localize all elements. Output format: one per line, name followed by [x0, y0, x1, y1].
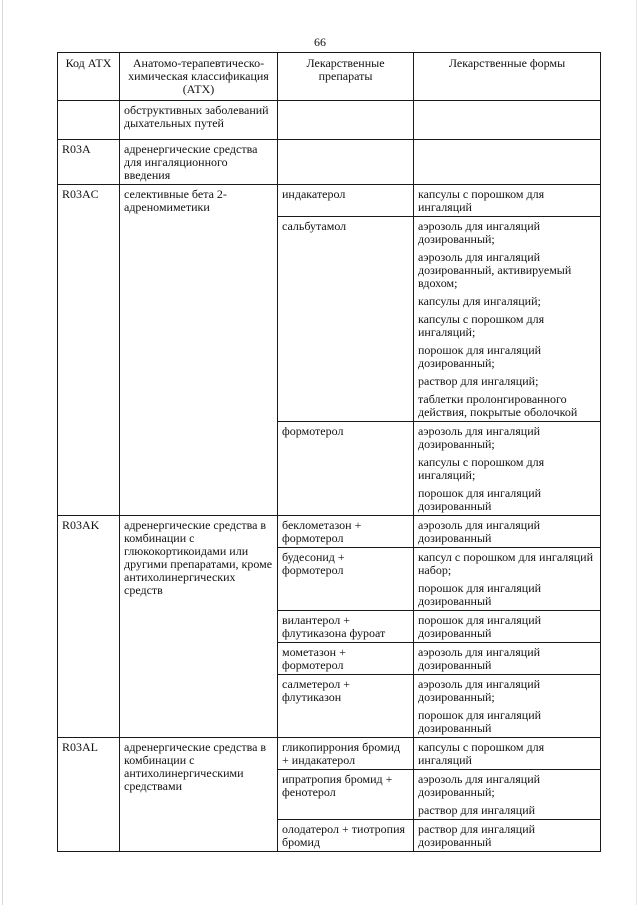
table-header-row	[58, 53, 601, 101]
table-row	[58, 185, 601, 217]
form-item: капсулы для ингаляций;	[418, 294, 541, 308]
form-item: порошок для ингаляций дозированный	[418, 613, 542, 640]
table-row	[58, 140, 601, 185]
drug-cell: беклометазон + формотерол	[278, 516, 414, 548]
drug-cell: сальбутамол	[278, 217, 414, 422]
forms-list	[418, 425, 596, 513]
form-item: раствор для ингаляций дозированный	[418, 822, 536, 849]
form-item: аэрозоль для ингаляций дозированный;	[418, 424, 541, 451]
classification-cell: селективные бета 2-адреномиметики	[120, 185, 278, 516]
drug-cell: вилантерол + флутиказона фуроат	[278, 611, 414, 643]
forms-list	[418, 551, 596, 608]
forms-list	[418, 646, 596, 672]
drug-cell: мометазон + формотерол	[278, 643, 414, 675]
form-item: капсулы с порошком для ингаляций	[418, 740, 545, 767]
drug-cell	[278, 140, 414, 185]
form-item: аэрозоль для ингаляций дозированный;	[418, 219, 541, 246]
forms-list	[418, 519, 596, 545]
scan-edge-right	[636, 0, 637, 905]
form-item: аэрозоль для ингаляций дозированный;	[418, 772, 541, 799]
table-row	[58, 101, 601, 140]
scan-edge-left	[2, 0, 3, 905]
form-item: раствор для ингаляций;	[418, 374, 539, 388]
forms-list	[418, 773, 596, 817]
forms-cell	[414, 140, 601, 185]
drug-cell	[278, 101, 414, 140]
header-classification: Анатомо-терапевтическо-химическая классификация (АТХ)	[120, 53, 278, 101]
classification-cell: адренергические средства для ингаляционного введения	[120, 140, 278, 185]
forms-list	[418, 220, 596, 419]
header-forms: Лекарственные формы	[414, 53, 601, 101]
forms-list	[418, 823, 596, 849]
form-item: таблетки пролонгированного действия, покрытые оболочкой	[418, 392, 578, 419]
form-item: капсул с порошком для ингаляций набор;	[418, 550, 594, 577]
form-item: капсулы с порошком для ингаляций	[418, 187, 545, 214]
forms-cell	[414, 217, 601, 422]
forms-list	[418, 188, 596, 214]
forms-cell	[414, 101, 601, 140]
drug-cell: будесонид + формотерол	[278, 548, 414, 611]
form-item: порошок для ингаляций дозированный	[418, 581, 542, 608]
code-cell: R03A	[58, 140, 120, 185]
form-item: аэрозоль для ингаляций дозированный, активируемый вдохом;	[418, 250, 572, 290]
code-cell: R03AC	[58, 185, 120, 516]
table-row	[58, 738, 601, 770]
code-cell	[58, 101, 120, 140]
page-number: 66	[314, 35, 326, 49]
header-drugs: Лекарственные препараты	[278, 53, 414, 101]
header-code: Код АТХ	[58, 53, 120, 101]
classification-cell: обструктивных заболеваний дыхательных путей	[120, 101, 278, 140]
forms-cell	[414, 643, 601, 675]
drug-cell: формотерол	[278, 422, 414, 516]
forms-cell	[414, 548, 601, 611]
form-item: порошок для ингаляций дозированный	[418, 486, 542, 513]
forms-cell	[414, 185, 601, 217]
forms-list	[418, 678, 596, 735]
forms-list	[418, 614, 596, 640]
code-cell: R03AL	[58, 738, 120, 852]
forms-cell	[414, 675, 601, 738]
forms-cell	[414, 422, 601, 516]
drug-cell: ипратропия бромид + фенотерол	[278, 770, 414, 820]
classification-cell: адренергические средства в комбинации с глюкокортикоидами или другими препаратами, кроме антихолинергических средств	[120, 516, 278, 738]
forms-cell	[414, 770, 601, 820]
form-item: аэрозоль для ингаляций дозированный	[418, 645, 541, 672]
atc-table	[57, 52, 601, 852]
form-item: капсулы с порошком для ингаляций;	[418, 455, 545, 482]
form-item: капсулы с порошком для ингаляций;	[418, 312, 545, 339]
form-item: аэрозоль для ингаляций дозированный;	[418, 677, 541, 704]
form-item: аэрозоль для ингаляций дозированный	[418, 518, 541, 545]
forms-cell	[414, 516, 601, 548]
form-item: раствор для ингаляций	[418, 803, 536, 817]
drug-cell: гликопиррония бромид + индакатерол	[278, 738, 414, 770]
drug-cell: олодатерол + тиотропия бромид	[278, 820, 414, 852]
code-cell: R03AK	[58, 516, 120, 738]
forms-cell	[414, 738, 601, 770]
table-row	[58, 516, 601, 548]
drug-cell: индакатерол	[278, 185, 414, 217]
forms-cell	[414, 820, 601, 852]
drug-cell: салметерол + флутиказон	[278, 675, 414, 738]
form-item: порошок для ингаляций дозированный	[418, 708, 542, 735]
form-item: порошок для ингаляций дозированный;	[418, 343, 542, 370]
classification-cell: адренергические средства в комбинации с антихолинергическими средствами	[120, 738, 278, 852]
forms-list	[418, 741, 596, 767]
forms-cell	[414, 611, 601, 643]
